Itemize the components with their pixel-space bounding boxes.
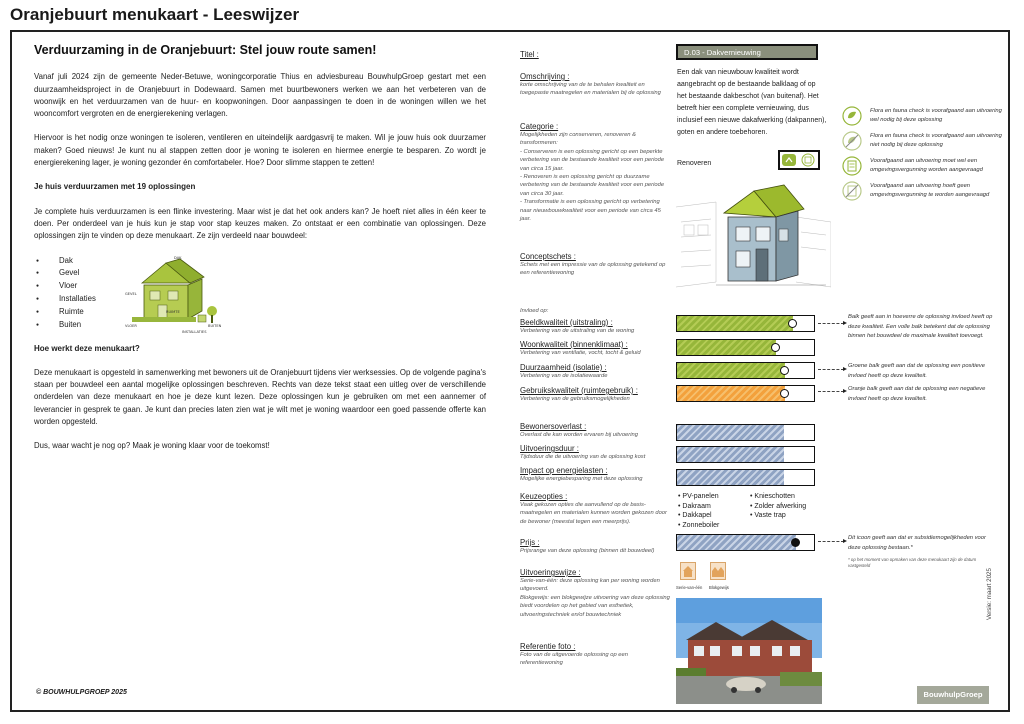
intro-paragraph-1: Vanaf juli 2024 zijn de gemeente Neder-Betuwe, woningcorporatie Thius en adviesbureau BouwhulpGroep gestart met een duurzaamheidsproject in de Oranjebuurt in Dodewaard. Samen met buurtbewoners werken we aan het verbeteren van de woonwijk en het verduurzamen van de huur- en koopwoningen. Door aanpassingen te doen in de woningen willen we het wooncomfort vergroten en de energierekening verlagen. <box>34 72 486 119</box>
list-item: • PV-panelen <box>678 492 719 502</box>
legend-label: Prijs : <box>520 538 540 547</box>
blok-caption: Blokgewijs <box>709 585 729 590</box>
concept-house-sketch <box>676 177 831 295</box>
legend-invloed-label: Invloed op: <box>520 308 549 314</box>
legend-woonkwaliteit <box>520 340 670 357</box>
legend-label: Beeldkwaliteit (uitstraling) : <box>520 318 613 327</box>
permit-badges <box>778 150 820 170</box>
bar-uitvoeringsduur <box>676 446 815 463</box>
legend-desc: Blokgewijs: een blokgewijze uitvoering van deze oplossing biedt voordelen op het gebied van esthetiek, uitvoeringstechniek en/of bouwtechniek <box>520 594 670 618</box>
legend-uitvoeringswijze <box>520 568 670 619</box>
legend-desc: Verbetering van de gebruiksmogelijkheden <box>520 396 630 402</box>
permit-crossed-icon <box>842 181 862 201</box>
arrow-connector <box>818 369 844 370</box>
legend-label: Titel : <box>520 50 539 59</box>
list-item: ● Ruimte <box>34 306 486 319</box>
legend-desc: Foto van de uitgevoerde oplossing op een referentiewoning <box>520 652 628 667</box>
legend-duurzaamheid <box>520 363 670 380</box>
legend-referentie <box>520 642 670 668</box>
bar-prijs <box>676 534 815 551</box>
legend-desc: Serie-van-één: deze oplossing kan per woning worden uitgevoerd. <box>520 578 660 593</box>
reference-photo <box>676 598 822 704</box>
bar-fill <box>677 386 785 401</box>
bar-fill <box>677 425 784 440</box>
legend-label: Categorie : <box>520 122 559 131</box>
legend-label: Conceptschets : <box>520 252 576 261</box>
legend-label: Omschrijving : <box>520 72 570 81</box>
intro-paragraph-2: Hiervoor is het nodig onze woningen te isoleren, ventileren en uiteindelijk aardgasvrij te maken. Wil je jouw huis ook duurzamer maken? Goed nieuws! Je kunt nu al stappen zetten door je woning te isoleren en hiermee energie te besparen. Zo wordt je energierekening lager, je woning gezonder én comfortabeler. Hoe? Door slimme stappen te zetten! <box>34 133 486 168</box>
sketch-label-vloer: VLOER <box>125 323 137 328</box>
sketch-label-gevel: GEVEL <box>125 291 137 296</box>
flora-fauna-icon <box>842 106 862 126</box>
blokgewijs-icon <box>710 562 726 580</box>
legend-desc: Vaak gekozen opties die aanvullend op de basis-maatregelen en materialen kunnen worden gekozen door de bewoner (meestal tegen een meerprijs). <box>520 502 667 525</box>
keuzeopties-col-2 <box>750 492 806 521</box>
legend-impact <box>520 466 670 483</box>
legend-beeldkwaliteit <box>520 318 670 335</box>
serie-van-een-icon <box>680 562 696 580</box>
intro-heading: Verduurzaming in de Oranjebuurt: Stel jouw route samen! <box>34 43 377 57</box>
legend-desc: Prijsrange van deze oplossing (binnen dit bouwdeel) <box>520 548 655 554</box>
legend-desc: Mogelijke energiebesparing met deze oplossing <box>520 476 643 482</box>
legend-desc: Mogelijkheden zijn conserveren, renoveren & transformeren: <box>520 132 637 147</box>
legend-categorie <box>520 122 670 223</box>
legend-omschrijving <box>520 72 670 98</box>
bar-marker-dot <box>780 389 789 398</box>
legend-label: Referentie foto : <box>520 642 576 651</box>
example-category: Renoveren <box>677 160 712 167</box>
subsidie-note: Dit icoon geeft aan dat er subsidiemogelijkheden voor deze oplossing bestaan.* <box>848 535 986 551</box>
list-item: ● Buiten <box>34 319 486 332</box>
legend-label: Bewonersoverlast : <box>520 422 587 431</box>
sketch-label-buiten: BUITEN <box>208 323 222 328</box>
list-item: • Dakraam <box>678 502 719 512</box>
bar-woonkwaliteit <box>676 339 815 356</box>
bar-marker-dot <box>780 366 789 375</box>
note-vergunning-geen <box>842 181 1007 203</box>
version-label: Versie: maart 2025 <box>986 568 993 620</box>
legend-uitvoeringsduur <box>520 444 670 461</box>
list-item: ● Installaties <box>34 293 486 306</box>
legend-desc: - Conserveren is een oplossing gericht op een beperkte verbetering van de bestaande kwaliteit voor een periode van circa 15 jaar. <box>520 148 665 172</box>
bar-fill <box>677 470 784 485</box>
bouwdeel-house-sketch <box>124 255 224 337</box>
bar-marker-dot <box>788 319 797 328</box>
list-item: • Knieschotten <box>750 492 806 502</box>
note-flora-nodig <box>842 106 1007 128</box>
legend-keuzeopties <box>520 492 670 526</box>
intro-column <box>34 44 486 465</box>
bouwdeel-list <box>34 255 486 332</box>
note-flora-niet-nodig <box>842 131 1007 153</box>
list-item: • Zolder afwerking <box>750 502 806 512</box>
note-text: Flora en fauna check is voorafgaand aan uitvoering wel nodig bij deze oplossing <box>870 108 1002 123</box>
list-item: • Zonneboiler <box>678 521 719 531</box>
sketch-label-ruimte: RUIMTE <box>166 309 180 314</box>
permit-icon <box>842 156 862 176</box>
page-title: Oranjebuurt menukaart - Leeswijzer <box>10 5 300 24</box>
bar-marker-dot <box>771 343 780 352</box>
bouwhulpgroep-logo: BouwhulpGroep <box>917 686 989 704</box>
note-vergunning-wel <box>842 156 1007 178</box>
keuzeopties-col-1 <box>678 492 719 530</box>
legend-invloed <box>520 308 670 314</box>
bar-beeldkwaliteit <box>676 315 815 332</box>
bar-fill <box>677 363 785 378</box>
list-item: • Vaste trap <box>750 511 806 521</box>
flora-fauna-crossed-icon <box>842 131 862 151</box>
sketch-label-dak: DAK <box>174 255 182 260</box>
legend-desc: Tijdsduur die de uitvoering van de oplossing kost <box>520 454 646 460</box>
legend-prijs <box>520 538 670 555</box>
subheading-hoe-werkt: Hoe werkt deze menukaart? <box>34 343 140 353</box>
arrow-connector <box>818 391 844 392</box>
legend-label: Keuzeopties : <box>520 492 568 501</box>
bar-note-groen: Groene balk geeft aan dat de oplossing een positieve invloed heeft op deze kwaliteit. <box>848 363 985 379</box>
bar-note-volle-balk: Balk geeft aan in hoeverre de oplossing invloed heeft op deze kwaliteit. Een volle balk betekent dat de oplossing binnen het bouwdeel de maximale kwaliteit toevoegt. <box>848 314 993 339</box>
legend-label: Uitvoeringswijze : <box>520 568 581 577</box>
bar-duurzaamheid <box>676 362 815 379</box>
note-text: Voorafgaand aan uitvoering hoeft geen omgevingsvergunning te worden aangevraagd <box>870 183 990 198</box>
bar-bewonersoverlast <box>676 424 815 441</box>
legend-label: Impact op energielasten : <box>520 466 608 475</box>
legend-titel <box>520 50 670 59</box>
flora-permit-badge-icon <box>780 152 818 168</box>
legend-desc: - Renoveren is een oplossing gericht op duurzame verbetering van de bestaande kwaliteit voor een periode van circa 30 jaar. <box>520 174 665 197</box>
legend-desc: Verbetering van de uitstraling van de woning <box>520 328 635 334</box>
bar-impact <box>676 469 815 486</box>
example-title: D.03 - Dakvernieuwing <box>676 44 818 60</box>
concept-sketch <box>676 177 831 295</box>
legend-desc: Overlast die kan worden ervaren bij uitvoering <box>520 432 638 438</box>
reference-photo-image <box>676 598 822 704</box>
subsidie-icon <box>791 538 800 547</box>
legend-label: Duurzaamheid (isolatie) : <box>520 363 607 372</box>
intro-paragraph-4: Deze menukaart is opgesteld in samenwerking met bewoners uit de Oranjebuurt tijdens vier werksessies. Op de volgende pagina's staan per bouwdeel een aantal mogelijke oplossingen beschreven. Rechts van deze tekst staat een uitleg over de verschillende onderdelen van deze menukaart en hoe je deze kunt lezen. Deze oplossingen kun je gebruiken om met een aannemer of leverancier in gesprek te gaan. Je kunt dan precies laten zien wat je wilt met je woning waardoor een goed passende offerte kan worden opgesteld. <box>34 367 486 427</box>
bar-fill <box>677 340 776 355</box>
legend-bewonersoverlast <box>520 422 670 439</box>
legend-label: Woonkwaliteit (binnenklimaat) : <box>520 340 628 349</box>
bouwdeel-list-wrap <box>34 255 486 337</box>
bar-fill <box>677 316 793 331</box>
arrow-connector <box>818 323 844 324</box>
bar-fill <box>677 535 796 550</box>
note-text: Voorafgaand aan uitvoering moet wel een omgevingsvergunning worden aangevraagd <box>870 158 983 173</box>
intro-paragraph-3: Je complete huis verduurzamen is een flinke investering. Maar wist je dat het ook anders kan? Je hoeft niet alles in één keer te doen. Per onderdeel van je huis kun je stap voor stap keuzes maken. Zo ontstaat er een combinatie van oplossingen. Deze oplossingen zijn te vinden op deze menukaart. Ze zijn verdeeld naar bouwdeel: <box>34 206 486 241</box>
legend-gebruikskwaliteit <box>520 386 670 403</box>
bar-note-oranje: Oranje balk geeft aan dat de oplossing een negatieve invloed heeft op deze kwaliteit. <box>848 386 986 402</box>
legend-desc: korte omschrijving van de te behalen kwaliteit en toegepaste maatregelen en materialen bij de oplossing <box>520 82 661 97</box>
legend-desc: Verbetering van de isolatiewaarde <box>520 373 608 379</box>
legend-label: Uitvoeringsduur : <box>520 444 579 453</box>
legend-label: Gebruikskwaliteit (ruimtegebruik) : <box>520 386 638 395</box>
intro-paragraph-5: Dus, waar wacht je nog op? Maak je woning klaar voor de toekomst! <box>34 441 270 451</box>
legend-conceptschets <box>520 252 670 278</box>
list-item: ● Vloer <box>34 280 486 293</box>
footnote: * op het moment van opmaken van deze menukaart zijn de datum vastgesteld <box>848 557 977 568</box>
arrow-connector <box>818 541 844 542</box>
note-text: Flora en fauna check is voorafgaand aan uitvoering niet nodig bij deze oplossing <box>870 133 1002 148</box>
legend-desc: Verbetering van ventilatie, vocht, tocht & geluid <box>520 350 641 356</box>
subheading-oplossingen: Je huis verduurzamen met 19 oplossingen <box>34 182 196 192</box>
list-item: • Dakkapel <box>678 511 719 521</box>
legend-desc: Schets met een impressie van de oplossing getekend op een referentiewoning <box>520 262 666 277</box>
list-item: ● Dak <box>34 255 486 268</box>
legend-desc: - Transformatie is een oplossing gericht op verbetering naar nieuwbouwkwaliteit voor een periode van circa 45 jaar. <box>520 199 661 223</box>
serie-caption: Serie-van-één <box>676 585 703 590</box>
example-description: Een dak van nieuwbouw kwaliteit wordt aangebracht op de bestaande balklaag of op het bestaande dakbeschot (van buitenaf). Het betreft hier een complete vernieuwing, dus inclusief een nieuwe dakafwerking (dakpannen), goten en andere toebehoren. <box>677 69 827 136</box>
copyright-signature: © BOUWHULPGROEP 2025 <box>36 689 127 696</box>
sketch-label-installaties: INSTALLATIES <box>182 329 207 334</box>
list-item: ● Gevel <box>34 267 486 280</box>
bar-fill <box>677 447 784 462</box>
bar-gebruikskwaliteit <box>676 385 815 402</box>
